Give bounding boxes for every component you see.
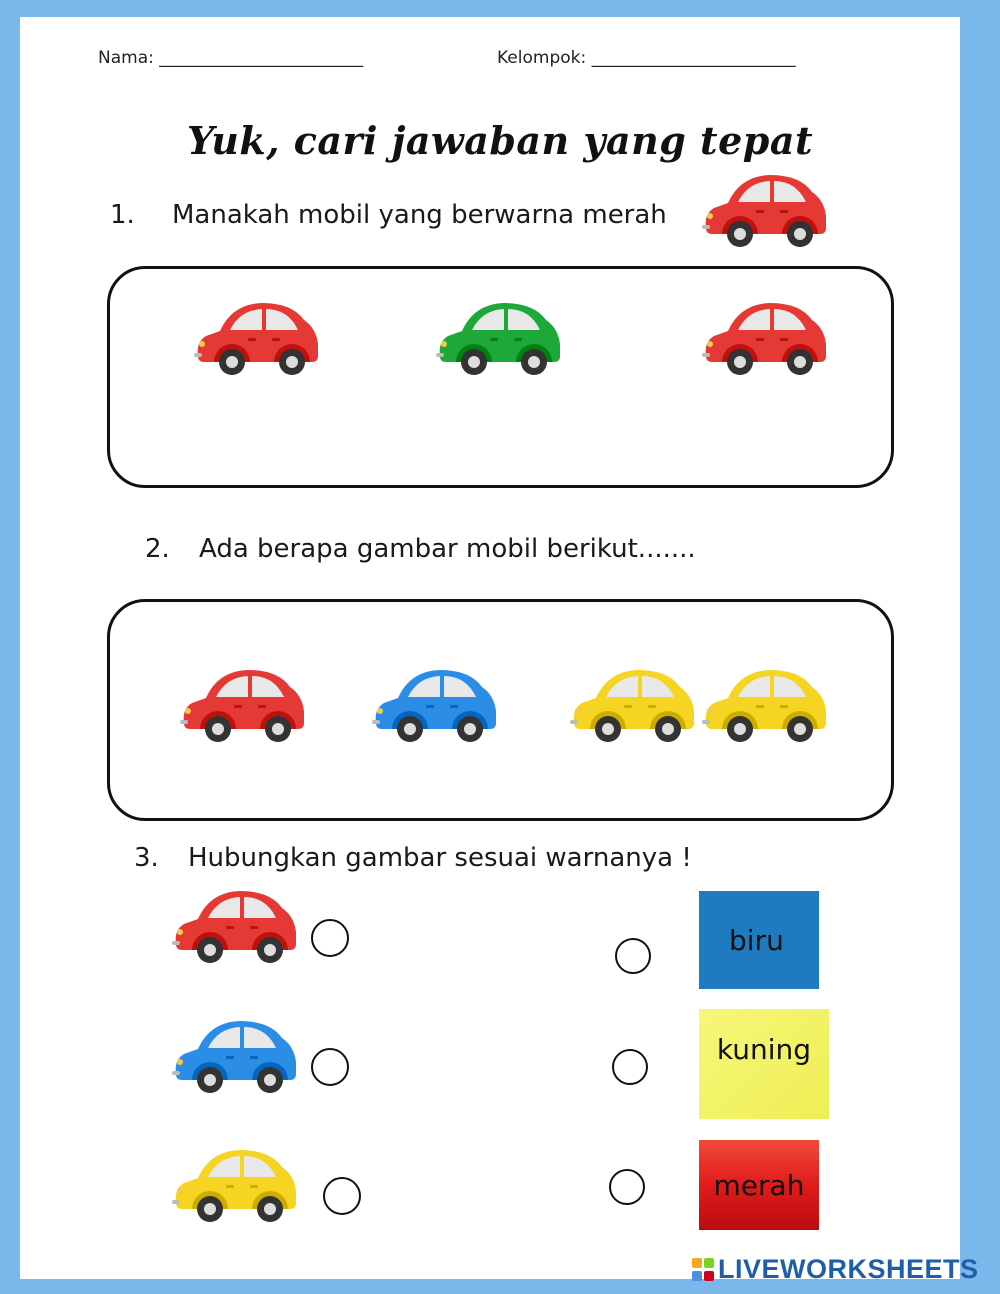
q2-car-2 <box>370 665 502 745</box>
color-label-kuning <box>699 1009 829 1119</box>
q3-car-red <box>170 886 302 966</box>
q3-car-yellow <box>170 1145 302 1225</box>
match-dot-left-3[interactable] <box>323 1177 361 1215</box>
brand-text: LIVEWORKSHEETS <box>718 1254 979 1284</box>
q1-car-option-1[interactable] <box>192 298 324 378</box>
color-label-merah-text: merah <box>713 1168 805 1202</box>
question-3 <box>134 843 692 873</box>
page-title: Yuk, cari jawaban yang tepat <box>186 118 814 163</box>
question-2-number: 2. <box>145 534 170 564</box>
question-1-number: 1. <box>110 200 135 230</box>
q2-car-1 <box>178 665 310 745</box>
question-2-text: Ada berapa gambar mobil berikut....... <box>199 534 696 564</box>
question-3-text: Hubungkan gambar sesuai warnanya ! <box>188 843 692 873</box>
match-dot-left-2[interactable] <box>311 1048 349 1086</box>
q1-car-option-2[interactable] <box>434 298 566 378</box>
car-icon <box>700 170 832 250</box>
group-field[interactable]: Kelompok: ________________________ <box>497 48 796 68</box>
question-1 <box>110 200 667 230</box>
question-3-number: 3. <box>134 843 159 873</box>
question-1-text: Manakah mobil yang berwarna merah <box>172 200 667 230</box>
liveworksheets-logo <box>692 1254 979 1285</box>
color-label-biru <box>699 891 819 989</box>
color-label-merah <box>699 1140 819 1230</box>
q2-car-3 <box>568 665 700 745</box>
question-2 <box>145 534 696 564</box>
match-dot-right-1[interactable] <box>615 938 651 974</box>
color-label-biru-text: biru <box>729 923 784 957</box>
name-field[interactable]: Nama: ________________________ <box>98 48 364 68</box>
q3-car-blue <box>170 1016 302 1096</box>
q2-car-4 <box>700 665 832 745</box>
liveworksheets-icon <box>692 1258 714 1282</box>
color-label-kuning-text: kuning <box>716 1033 812 1066</box>
match-dot-left-1[interactable] <box>311 919 349 957</box>
match-dot-right-3[interactable] <box>609 1169 645 1205</box>
match-dot-right-2[interactable] <box>612 1049 648 1085</box>
q1-car-option-3[interactable] <box>700 298 832 378</box>
